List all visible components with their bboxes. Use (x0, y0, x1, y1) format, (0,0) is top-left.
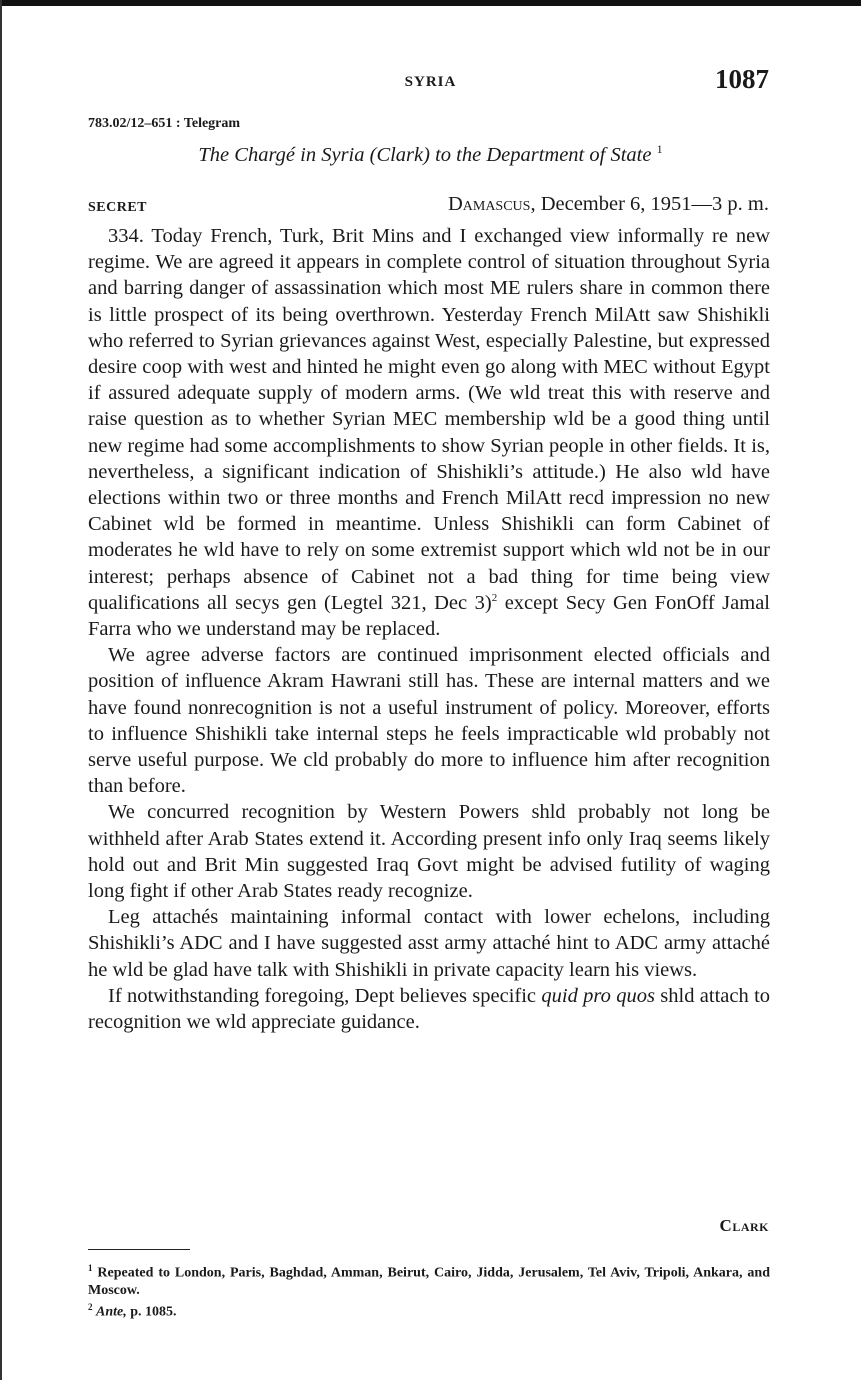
paragraph-4: Leg attachés maintaining informal contact with lower echelons, including Shishikli’s ADC and I have suggested asst army attaché hint to ADC army attaché he wld be glad have talk with Shishikli in private capacity learn his views. (88, 906, 770, 981)
classification-label: SECRET (88, 200, 148, 215)
footnote-2 (88, 1299, 770, 1321)
paragraph-3: We concurred recognition by Western Powers shld probably not long be withheld after Arab States extend it. According present info only Iraq seems likely hold out and Brit Min suggested Iraq Govt might be advised futility of waging long fight if other Arab States ready recognize. (88, 801, 770, 903)
paragraph-1-text: 334. Today French, Turk, Brit Mins and I exchanged view informally re new regime. We are agreed it appears in complete control of situation throughout Syria and barring danger of assassination which most ME rulers share in common there is little prospect of its being overthrown. Yesterday French MilAtt saw Shishikli who referred to Syrian grievances against West, especially Palestine, but expressed desire coop with west and hinted he might even go along with MEC without Egypt if assured adequate supply of modern arms. (We wld treat this with reserve and raise question as to whether Syrian MEC membership wld be a good thing until new regime had some accomplishments to show Syrian people in other fields. It is, nevertheless, a significant indication of Shishikli’s attitude.) He also wld have elections within two or three months and French MilAtt recd impression no new Cabinet wld be formed in meantime. Unless Shishikli can form Cabinet of moderates he wld have to rely on some extremist support which wld not be in our interest; perhaps absence of Cabinet not a bad thing for time being view qualifications all secys gen (Legtel 321, Dec 3) (88, 225, 770, 614)
top-page-edge (0, 0, 861, 6)
footnote-1 (88, 1260, 770, 1299)
paragraph-5-italic: quid pro quos (541, 984, 655, 1007)
telegram-body (88, 223, 770, 1035)
footnotes (88, 1260, 770, 1320)
paragraph-2: We agree adverse factors are continued imprisonment elected officials and position of influence Akram Hawrani still has. These are internal matters and we have found nonrecognition is not a useful instrument of policy. Moreover, efforts to influence Shishikli take internal steps he feels impracticable wld probably not serve useful purpose. We cld probably do more to influence him after recognition than before. (88, 644, 770, 798)
paragraph-1 (88, 223, 770, 642)
left-page-edge (0, 0, 2, 1380)
document-title-text: The Chargé in Syria (Clark) to the Department of State (198, 143, 652, 166)
dateline-place: Damascus, (447, 193, 536, 215)
running-head: SYRIA (404, 74, 457, 90)
signature: Clark (719, 1216, 769, 1235)
dateline-date: December 6, 1951—3 p. m. (540, 193, 769, 215)
footnote-2-mark: 2 (88, 1301, 93, 1312)
footnote-divider (88, 1249, 190, 1250)
paragraph-5-text-end: shld attach to recognition we wld appreciate guidance. (88, 984, 771, 1034)
footnote-1-mark: 1 (88, 1263, 93, 1273)
document-reference: 783.02/12–651 : Telegram (88, 116, 241, 131)
paragraph-1-text-end: except Secy Gen FonOff Jamal Farra who we understand may be replaced. (88, 591, 770, 641)
page-number: 1087 (715, 64, 769, 94)
paragraph-5 (88, 983, 770, 1035)
title-footnote-mark[interactable]: 1 (656, 142, 663, 156)
footnote-2-italic: Ante, (96, 1304, 127, 1320)
dateline (448, 193, 769, 216)
footnote-1-text: Repeated to London, Paris, Baghdad, Amman, Beirut, Cairo, Jidda, Jerusalem, Tel Aviv, Tripoli, Ankara, and Moscow. (88, 1265, 771, 1298)
paragraph-5-text: If notwithstanding foregoing, Dept believes specific (108, 984, 542, 1007)
footnote-2-text: p. 1085. (126, 1304, 177, 1320)
document-title (0, 142, 861, 167)
footnote-mark-2[interactable]: 2 (491, 592, 498, 605)
